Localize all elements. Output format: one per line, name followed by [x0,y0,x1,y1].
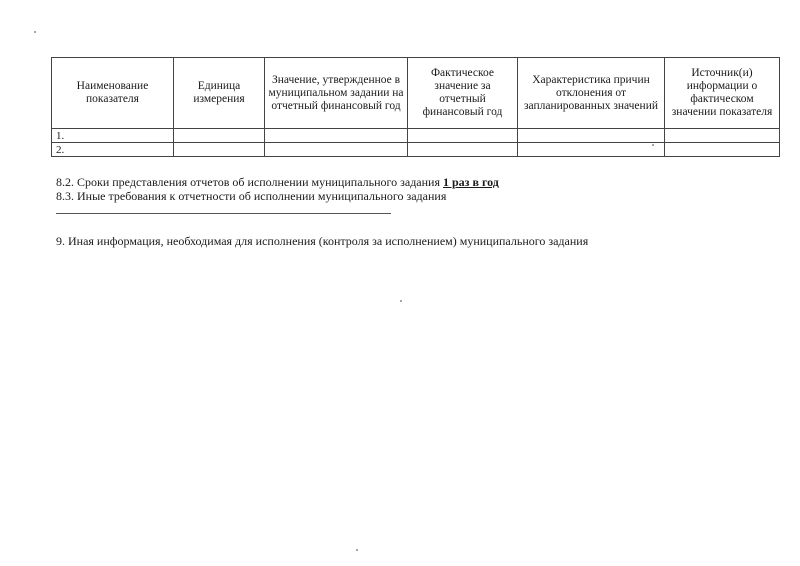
header-indicator-name: Наименование показателя [52,58,174,129]
row-number: 2. [52,143,174,157]
table-cell [518,143,665,157]
scan-speck [400,300,402,302]
table-cell [408,129,518,143]
report-frequency-value: 1 раз в год [443,175,499,189]
table-cell [408,143,518,157]
table-cell [174,129,265,143]
section-8-3-text: 8.3. Иные требования к отчетности об исполнении муниципального задания [56,189,447,203]
table-cell [518,129,665,143]
header-actual-value: Фактическое значение за отчетный финансовый год [408,58,518,129]
section-9 [56,234,588,248]
section-8-2-text: 8.2. Сроки представления отчетов об исполнении муниципального задания [56,175,443,189]
section-8-3 [56,189,446,203]
table-cell [265,143,408,157]
header-info-source: Источник(и) информации о фактическом значении показателя [665,58,780,129]
table-cell [665,143,780,157]
table-header-row [52,58,780,129]
table-row [52,129,780,143]
table-cell [174,143,265,157]
report-table [51,57,780,157]
row-number: 1. [52,129,174,143]
header-unit: Единица измерения [174,58,265,129]
header-deviation-reasons: Характеристика причин отклонения от запланированных значений [518,58,665,129]
table-cell [665,129,780,143]
table-row [52,143,780,157]
blank-fill-line [56,213,391,214]
scan-speck [34,31,36,33]
header-approved-value: Значение, утвержденное в муниципальном задании на отчетный финансовый год [265,58,408,129]
scan-speck [356,549,358,551]
table-cell [265,129,408,143]
section-8-2 [56,175,499,189]
section-9-text: 9. Иная информация, необходимая для исполнения (контроля за исполнением) муниципального задания [56,234,589,248]
